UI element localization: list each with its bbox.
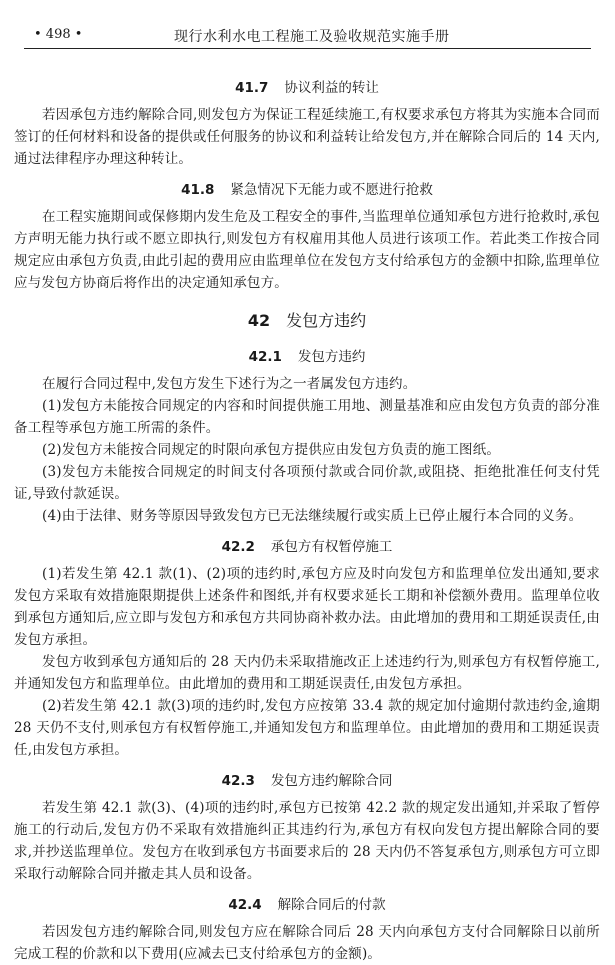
section-number: 41.7 (235, 80, 269, 96)
list-item: (4)由于法律、财务等原因导致发包方已无法继续履行或实质上已停止履行本合同的义务。 (42, 508, 583, 524)
section-42-2 (14, 535, 600, 761)
paragraph: (2)若发生第 42.1 款(3)项的违约时,发包方应按第 33.4 款的规定加付逾期付款违约金,逾期 28 天仍不支付,则承包方有权暂停施工,并通知发包方和监理单位。由此增加的费用和工期延误责任,由发包方承担。 (14, 698, 600, 758)
section-number: 42.4 (228, 897, 262, 913)
section-42-4 (14, 893, 600, 965)
running-title: 现行水利水电工程施工及验收规范实施手册 (174, 29, 450, 45)
paragraph: 在工程实施期间或保修期内发生危及工程安全的事件,当监理单位通知承包方进行抢救时,承包方声明无能力执行或不愿立即执行,则发包方有权雇用其他人员进行该项工作。若此类工作按合同规定应由承包方负责,由此引起的费用应由监理单位在发包方支付给承包方的金额中扣除,监理单位应与发包方协商后将作出的决定通知承包方。 (14, 209, 600, 291)
paragraph: 在履行合同过程中,发包方发生下述行为之一者属发包方违约。 (42, 376, 417, 392)
section-42-1 (14, 345, 600, 527)
page-number: • 498 • (34, 27, 83, 42)
chapter-heading (14, 308, 600, 331)
section-title: 发包方违约 (297, 349, 366, 365)
paragraph: (1)若发生第 42.1 款(1)、(2)项的违约时,承包方应及时向发包方和监理单位发出通知,要求发包方采取有效措施限期提供上述条件和图纸,并有权要求延长工期和补偿额外费用。监理单位收到承包方通知后,应立即与发包方和承包方共同协商补救办法。由此增加的费用和工期延误责任,由发包方承担。 (14, 566, 600, 648)
paragraph: 若因承包方违约解除合同,则发包方为保证工程延续施工,有权要求承包方将其为实施本合同而签订的任何材料和设备的提供或任何服务的协议和利益转让给发包方,并在解除合同后的 14 天内,通过法律程序办理这种转让。 (14, 107, 600, 167)
section-title: 发包方违约解除合同 (270, 773, 393, 789)
section-heading (14, 178, 600, 198)
paragraph: 若发生第 42.1 款(3)、(4)项的违约时,承包方已按第 42.2 款的规定发出通知,并采取了暂停施工的行动后,发包方仍不采取有效措施纠正其违约行为,承包方有权向发包方提出解除合同的要求,并抄送监理单位。发包方在收到承包方书面要求后的 28 天内仍不答复承包方,则承包方可立即采取行动解除合同并撤走其人员和设备。 (14, 800, 600, 882)
section-number: 42.2 (221, 539, 255, 555)
section-heading (14, 535, 600, 555)
list-item: (1)发包方未能按合同规定的内容和时间提供施工用地、测量基准和应由发包方负责的部分准备工程等承包方施工所需的条件。 (14, 398, 600, 436)
chapter-number: 42 (247, 311, 271, 330)
paragraph: 发包方收到承包方通知后的 28 天内仍未采取措施改正上述违约行为,则承包方有权暂停施工,并通知发包方和监理单位。由此增加的费用和工期延误责任,由发包方承担。 (14, 654, 600, 692)
list-item: (2)发包方未能按合同规定的时限向承包方提供应由发包方负责的施工图纸。 (42, 442, 501, 458)
section-title: 协议利益的转让 (284, 80, 379, 96)
section-42-3 (14, 769, 600, 885)
section-number: 42.3 (221, 773, 255, 789)
section-heading (14, 76, 600, 96)
page-header (24, 22, 591, 49)
page-body (14, 68, 600, 965)
section-heading (14, 769, 600, 789)
section-title: 解除合同后的付款 (277, 897, 386, 913)
paragraph: 若因发包方违约解除合同,则发包方应在解除合同后 28 天内向承包方支付合同解除日以前所完成工程的价款和以下费用(应减去已支付给承包方的金额)。 (14, 924, 600, 962)
section-number: 41.8 (181, 182, 215, 198)
chapter-title: 发包方违约 (286, 311, 367, 330)
section-heading (14, 345, 600, 365)
section-41-7 (14, 76, 600, 170)
section-41-8 (14, 178, 600, 294)
section-title: 紧急情况下无能力或不愿进行抢救 (230, 182, 433, 198)
section-heading (14, 893, 600, 913)
section-title: 承包方有权暂停施工 (270, 539, 393, 555)
list-item: (3)发包方未能按合同规定的时间支付各项预付款或合同价款,或阻挠、拒绝批准任何支付凭证,导致付款延误。 (14, 464, 600, 502)
section-number: 42.1 (248, 349, 282, 365)
